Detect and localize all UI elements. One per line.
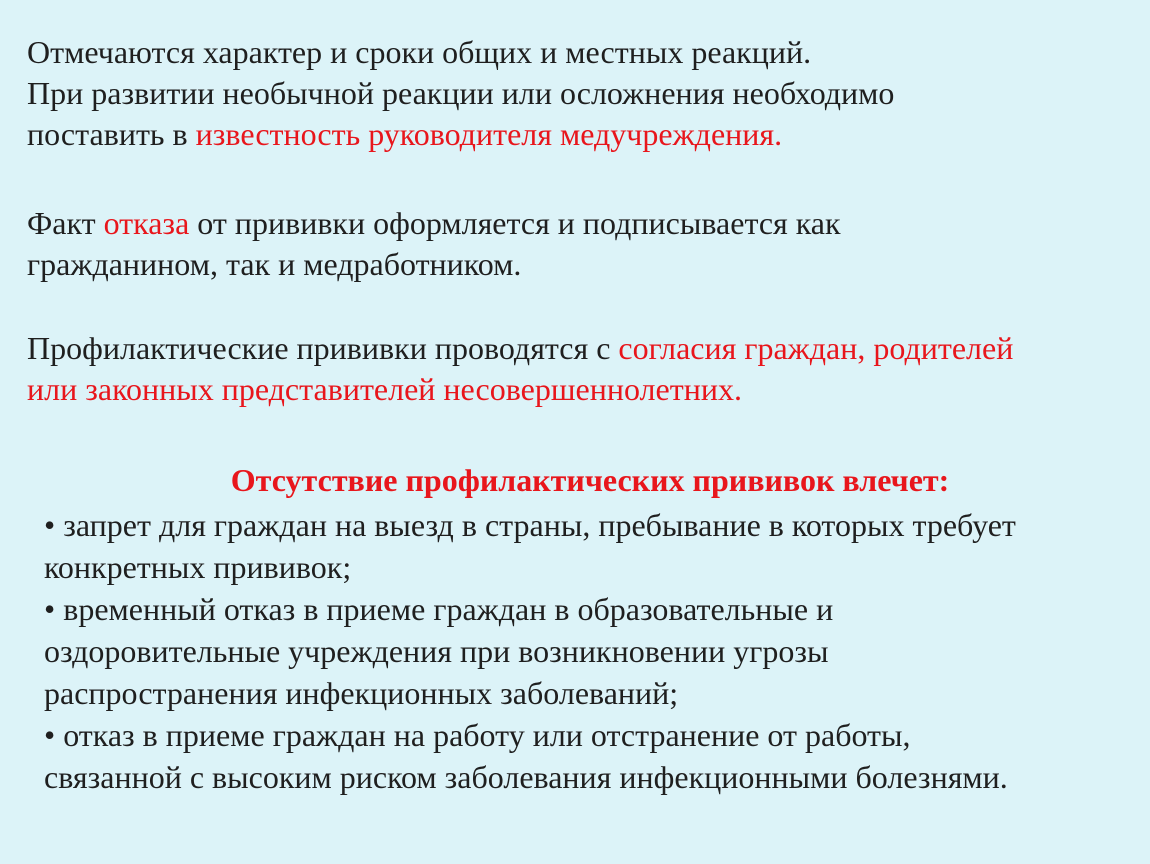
- paragraph-consent: [27, 328, 1013, 410]
- text-line: [27, 328, 1013, 369]
- text-fragment: поставить в: [27, 116, 196, 152]
- text-line: При развитии необычной реакции или осложнения необходимо: [27, 75, 895, 111]
- text-line: [27, 203, 841, 244]
- text-fragment: Профилактические прививки проводятся с: [27, 330, 619, 366]
- text-line: Отмечаются характер и сроки общих и местных реакций.: [27, 34, 812, 70]
- highlighted-text: известность руководителя медучреждения.: [195, 116, 783, 152]
- text-fragment: от прививки оформляется и подписывается как: [189, 205, 841, 241]
- list-item-line: конкретных прививок;: [44, 549, 352, 585]
- consequences-heading: Отсутствие профилактических прививок влечет:: [230, 462, 950, 498]
- highlighted-text: согласия граждан, родителей: [618, 330, 1014, 366]
- text-line: гражданином, так и медработником.: [27, 246, 522, 282]
- list-item: [44, 588, 1016, 714]
- consequences-list: [44, 504, 1016, 798]
- list-item-line: оздоровительные учреждения при возникновении угрозы: [44, 633, 829, 669]
- list-item-line: распространения инфекционных заболеваний;: [44, 675, 679, 711]
- highlighted-text: или законных представителей несовершеннолетних.: [27, 371, 742, 407]
- list-item: [44, 714, 1016, 798]
- list-item: [44, 504, 1016, 588]
- text-fragment: Факт: [27, 205, 104, 241]
- highlighted-text: отказа: [103, 205, 190, 241]
- paragraph-reactions: [27, 32, 894, 155]
- list-item-line: • отказ в приеме граждан на работу или отстранение от работы,: [44, 717, 911, 753]
- list-item-line: • запрет для граждан на выезд в страны, пребывание в которых требует: [44, 507, 1016, 543]
- list-item-line: связанной с высоким риском заболевания инфекционными болезнями.: [44, 759, 1008, 795]
- text-line: [27, 114, 894, 155]
- paragraph-refusal: [27, 203, 841, 285]
- list-item-line: • временный отказ в приеме граждан в образовательные и: [44, 591, 834, 627]
